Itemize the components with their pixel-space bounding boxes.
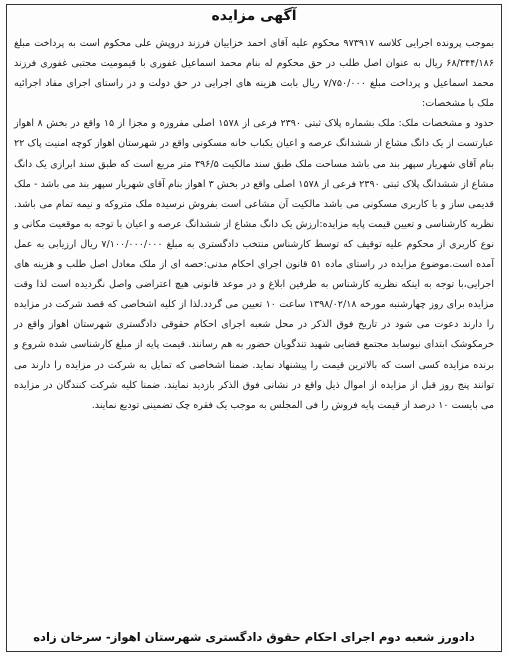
- notice-title: آگهی مزایده: [211, 8, 297, 24]
- notice-signature: دادورز شعبه دوم اجرای احکام حقوق دادگستری شهرستان اهواز- سرخان زاده: [33, 630, 475, 644]
- notice-paragraph-details: حدود و مشخصات ملک: ملک بشماره پلاک ثبتی ۲۳۹۰ فرعی از ۱۵۷۸ اصلی مفروزه و مجزا از ۱۵ واقع در بخش ۸ اهواز عبارتست از یک دانگ مشاع از ششدانگ عرصه و اعیان یکباب خانه مسکونی واقع در شهرستان اهواز کوچه امنیت پاک ۲۲ بنام آقای شهریار سپهر بند می باشد مساحت ملک طبق سند مالکیت ۳۹۶/۵ متر مربع است که طبق سند ابرازی یک دانگ مشاع از ششدانگ پلاک ثبتی ۲۳۹۰ فرعی از ۱۵۷۸ اصلی واقع در بخش ۳ اهواز بنام آقای شهریار سپهر بند می باشد - ملک قدیمی ساز و با کاربری مسکونی می باشد مالکیت آن مشاعی است بفروش نرسیده ملک متروکه و نیمه تمام می باشد. نظریه کارشناسی و تعیین قیمت پایه مزایده:ارزش یک دانگ مشاع از ششدانگ عرصه و اعیان با توجه به موقعیت مکانی و نوع کاربری از محکوم علیه توقیف که توسط کارشناس منتخب دادگستری به مبلغ ۷/۱۰۰/۰۰۰/۰۰۰ ریال ارزیابی به عمل آمده است.موضوع مزایده در راستای ماده ۵۱ قانون اجرای احکام مدنی:حصه ای از ملک معادل اصل طلب و هزینه های اجرایی،با توجه به اینکه نظریه کارشناس به طرفین ابلاغ و در موعد قانونی هیچ اعتراضی واصل نگردیده است لذا وقت مزایده برای روز چهارشنبه مورخه ۱۳۹۸/۰۲/۱۸ ساعت ۱۰ تعیین می گردد.لذا از کلیه اشخاصی که قصد شرکت در مزایده را دارند دعوت می شود در تاریخ فوق الذکر در محل شعبه اجرای احکام حقوقی دادگستری شهرستان اهواز واقع در خرمکوشک ابتدای نیوسابد مجتمع قضایی شهید تندگویان حضور به هم رسانند. قیمت پایه از مبلغ کارشناسی شده شروع و برنده مزایده کسی است که بالاترین قیمت را پیشنهاد نماید. ضمنا اشخاصی که تمایل به شرکت در مزایده را دارند می توانند پنج روز قبل از مزایده از اموال ذیل واقع در نشانی فوق الذکر بازدید نمایند. ضمنا کلیه شرکت کنندگان در مزایده می بایست ۱۰ درصد از قیمت پایه فروش را فی المجلس به موجب یک فقره چک تضمینی تودیع نمایند.: [14, 118, 494, 411]
- notice-body: [14, 34, 494, 416]
- notice-paragraph-intro: بموجب پرونده اجرایی کلاسه ۹۷۳۹۱۷ محکوم علیه آقای احمد خزاییان فرزند دروپش علی محکوم است به پرداخت مبلغ ۶۸/۳۴۴/۱۸۶ ریال به عنوان اصل طلب در حق محکوم له بنام محمد اسماعیل غفوری با قیمومیت مجتبی غفوری فرزند محمد اسماعیل و پرداخت مبلغ ۷/۷۵۰/۰۰۰ ریال بابت هزینه های اجرایی در حق دولت و در راستای اجرای مفاد اجرائیه ملک با مشخصات:: [14, 38, 495, 110]
